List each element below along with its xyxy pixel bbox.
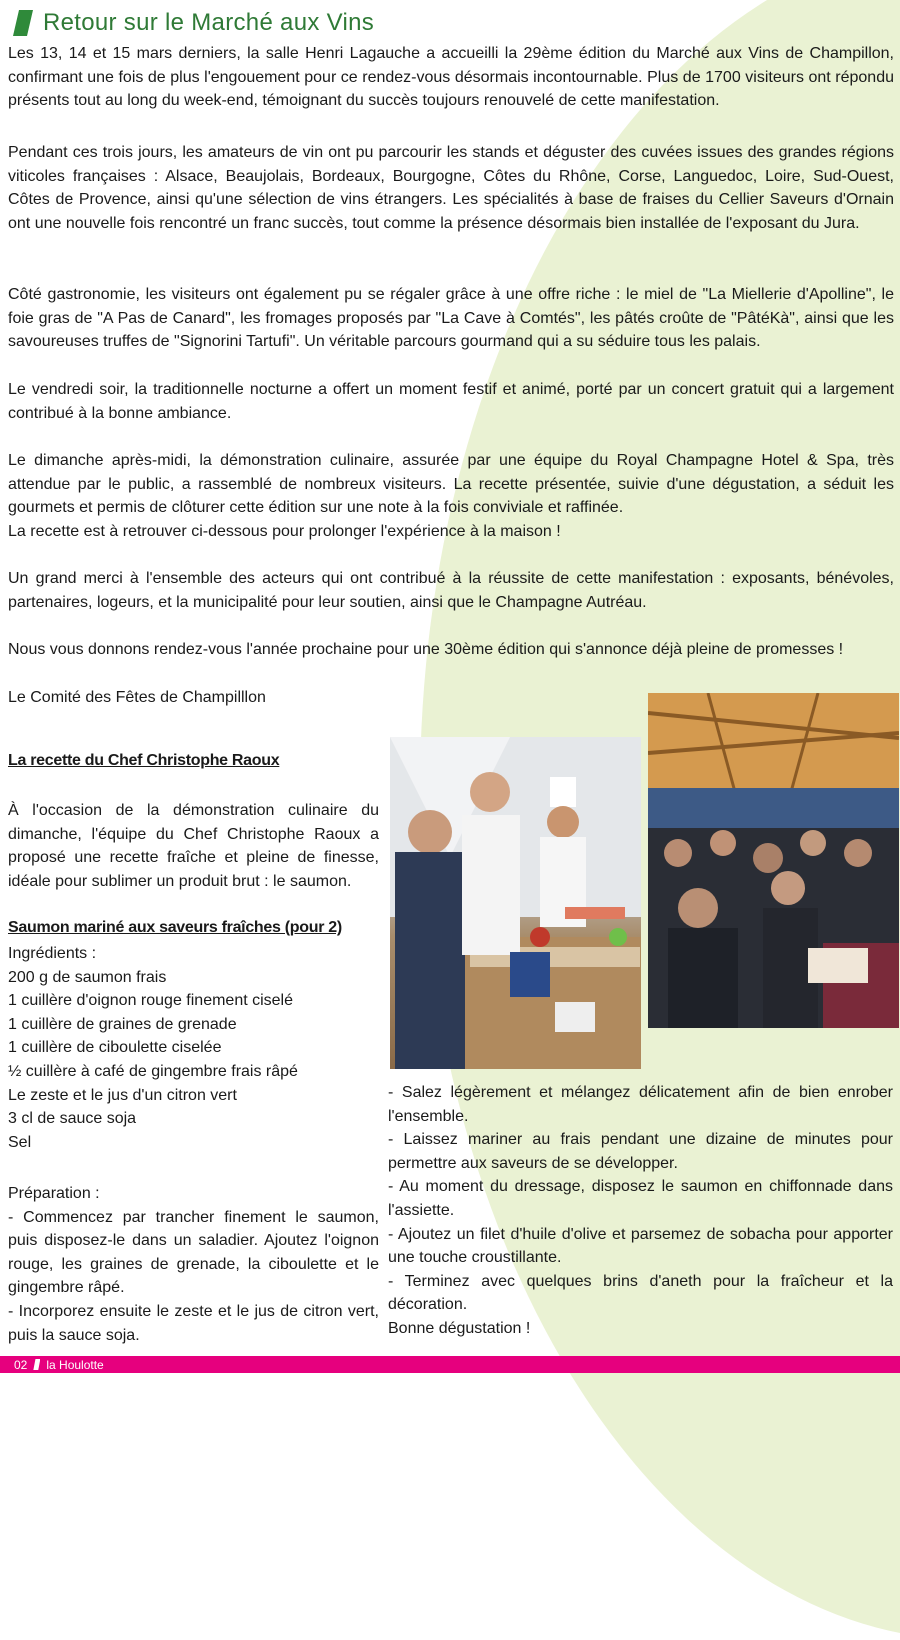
preparation-step: - Commencez par trancher finement le saumon, puis disposez-le dans un saladier. Ajoutez l'oignon rouge, les graines de grenade, la ciboulette et le gingembre râpé. — [8, 1208, 379, 1297]
preparation-step: - Au moment du dressage, disposez le saumon en chiffonnade dans l'assiette. — [388, 1178, 893, 1219]
article-paragraph-8: Nous vous donnons rendez-vous l'année prochaine pour une 30ème édition qui s'annonce déjà pleine de promesses ! — [8, 641, 844, 658]
recipe-intro-text: À l'occasion de la démonstration culinaire du dimanche, l'équipe du Chef Christophe Raoux a proposé une recette fraîche et pleine de finesse, idéale pour sublimer un produit brut : le saumon. — [8, 802, 379, 890]
recipe-intro — [8, 799, 379, 893]
preparation-step: - Terminez avec quelques brins d'aneth pour la fraîcheur et la décoration. — [388, 1272, 893, 1314]
preparation-continued — [388, 1081, 893, 1341]
chef-demonstration-photo — [390, 737, 641, 1069]
dish-title: Saumon mariné aux saveurs fraîches (pour 2) — [8, 919, 342, 936]
article-paragraph-6: La recette est à retrouver ci-dessous pour prolonger l'expérience à la maison ! — [8, 523, 561, 540]
article-paragraph-1: Les 13, 14 et 15 mars derniers, la salle Henri Lagauche a accueilli la 29ème édition du Marché aux Vins de Champillon, confirmant une fois de plus l'engouement pour ce rendez-vous désormais incontournable. Plus de 1700 visiteurs ont répondu présents tout au long du week-end, témoignant du succès toujours renouvelé de cette manifestation. — [8, 45, 894, 110]
preparation-step: - Laissez mariner au frais pendant une dizaine de minutes pour permettre aux saveurs de se développer. — [388, 1131, 893, 1172]
ingredients-label: Ingrédients : — [8, 945, 97, 962]
page-number: 02 — [14, 1357, 28, 1372]
preparation-label: Préparation : — [8, 1185, 100, 1202]
ingredient-item: 200 g de saumon frais — [8, 968, 167, 986]
ingredient-item: 1 cuillère de ciboulette ciselée — [8, 1039, 222, 1057]
ingredient-item: 1 cuillère d'oignon rouge finement ciselé — [8, 992, 294, 1010]
preparation-step: - Incorporez ensuite le zeste et le jus de citron vert, puis la sauce soja. — [8, 1302, 379, 1344]
crowd-photo-illustration — [648, 693, 899, 1028]
ingredients-block — [8, 942, 379, 1154]
page-header — [13, 7, 374, 39]
article-paragraph-7: Un grand merci à l'ensemble des acteurs qui ont contribué à la réussite de cette manifestation : exposants, bénévoles, partenaires, logeurs, et la municipalité pour leur soutien, ainsi que le Champagne Autréau. — [8, 570, 894, 611]
article-signature: Le Comité des Fêtes de Champilllon — [8, 689, 266, 706]
article-paragraph-5: Le dimanche après-midi, la démonstration culinaire, assurée par une équipe du Royal Champagne Hotel & Spa, très attendue par le public, a rassemblé de nombreux visiteurs. La recette présentée, suivie d'une dégustation, a séduit les gourmets et permis de clôturer cette édition sur une note à la fois conviviale et raffinée. — [8, 452, 894, 517]
preparation-block — [8, 1182, 379, 1347]
preparation-step: - Salez légèrement et mélangez délicatement afin de bien enrober l'ensemble. — [388, 1084, 893, 1125]
ingredient-item: 3 cl de sauce soja — [8, 1110, 137, 1128]
ingredient-item: 1 cuillère de graines de grenade — [8, 1015, 237, 1033]
title-slash-icon — [13, 10, 33, 36]
publication-name: la Houlotte — [46, 1357, 104, 1372]
ingredient-item: Le zeste et le jus d'un citron vert — [8, 1086, 237, 1104]
chef-photo-illustration — [390, 737, 641, 1069]
article-paragraph-2: Pendant ces trois jours, les amateurs de vin ont pu parcourir les stands et déguster des cuvées issues des grandes régions viticoles françaises : Alsace, Beaujolais, Bordeaux, Bourgogne, Côtes du Rhône, Corse, Languedoc, Loire, Sud-Ouest, Côtes de Provence, ainsi qu'une sélection de vins étrangers. Les spécialités à base de fraises du Cellier Saveurs d'Ornain ont une nouvelle fois rencontré un franc succès, tout comme la présence désormais bien installée de l'exposant du Jura. — [8, 144, 894, 232]
closing-wish: Bonne dégustation ! — [388, 1319, 531, 1337]
article-paragraph-3: Côté gastronomie, les visiteurs ont également pu se régaler grâce à une offre riche : le miel de "La Miellerie d'Apolline", le foie gras de "A Pas de Canard", les fromages proposés par "La Cave à Comtés", les pâtés croûte de "PâtéKà", ainsi que les savoureuses truffes de "Signorini Tartufi". Un véritable parcours gourmand qui a su séduire tous les palais. — [8, 286, 894, 351]
footer-slash-icon — [33, 1359, 40, 1370]
preparation-step: - Ajoutez un filet d'huile d'olive et parsemez de sobacha pour apporter une touche croustillante. — [388, 1225, 893, 1267]
article-paragraph-4: Le vendredi soir, la traditionnelle nocturne a offert un moment festif et animé, porté par un concert gratuit qui a largement contribué à la bonne ambiance. — [8, 381, 894, 422]
page-title: Retour sur le Marché aux Vins — [43, 9, 375, 36]
page-footer — [0, 1356, 900, 1373]
ingredient-item: ½ cuillère à café de gingembre frais râpé — [8, 1062, 298, 1080]
recipe-heading: La recette du Chef Christophe Raoux — [8, 752, 280, 769]
market-crowd-photo — [648, 693, 899, 1028]
ingredient-item: Sel — [8, 1133, 32, 1151]
